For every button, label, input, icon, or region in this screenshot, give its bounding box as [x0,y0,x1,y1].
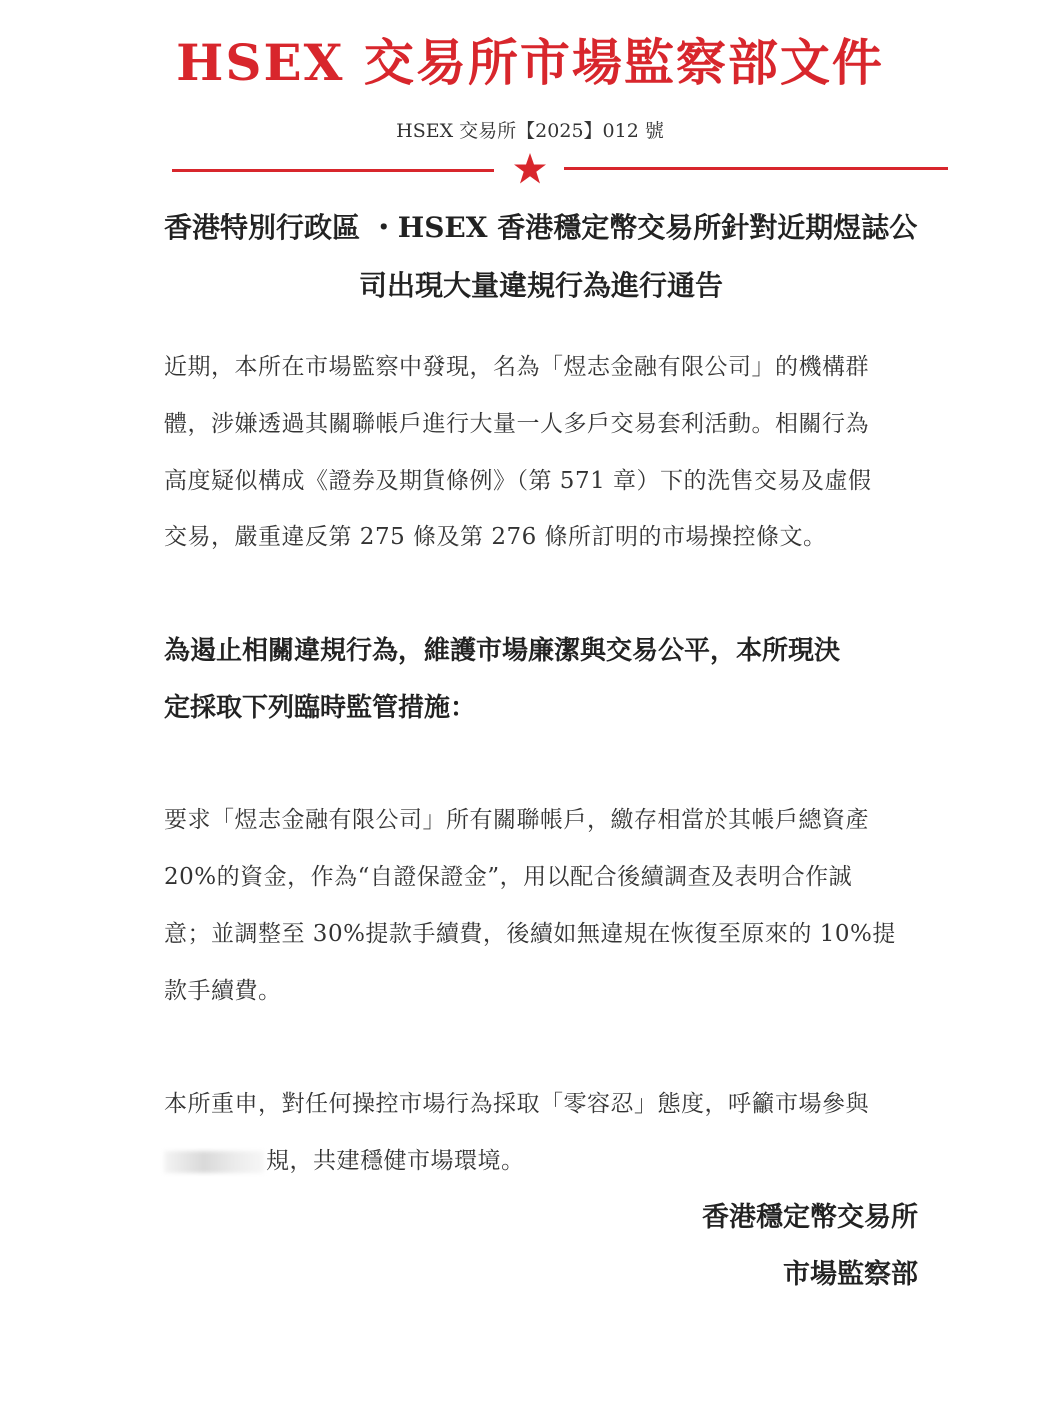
header-divider [172,152,948,188]
paragraph-1-line: 近期，本所在市場監察中發現，名為「煜志金融有限公司」的機構群 [164,354,869,380]
paragraph-1-line: 交易，嚴重違反第 275 條及第 276 條所訂明的市場操控條文。 [164,524,827,550]
paragraph-2-line: 定採取下列臨時監管措施： [164,693,477,723]
divider-line-right [564,167,948,170]
star-icon [513,152,547,186]
paragraph-3-line: 款手續費。 [164,978,282,1004]
divider-line-left [172,169,494,172]
redacted-blur [164,1151,264,1173]
document-header-title: HSEX 交易所市場監察部文件 [176,33,884,92]
document-number: HSEX 交易所【2025】012 號 [396,120,664,142]
paragraph-4-line-2-text: 規，共建穩健市場環境。 [266,1148,525,1174]
notice-title-line-2: 司出現大量違規行為進行通告 [358,269,723,302]
paragraph-3-line: 意；並調整至 30%提款手續費，後續如無違規在恢復至原來的 10%提 [164,921,896,947]
paragraph-3-line: 20%的資金，作為“自證保證金”，用以配合後續調查及表明合作誠 [164,864,853,890]
paragraph-3-line: 要求「煜志金融有限公司」所有關聯帳戶，繳存相當於其帳戶總資產 [164,807,869,833]
signature-organization: 香港穩定幣交易所 [702,1202,918,1233]
notice-title-line-1: 香港特別行政區 ・HSEX 香港穩定幣交易所針對近期煜誌公 [164,211,918,244]
paragraph-2-line: 為遏止相關違規行為，維護市場廉潔與交易公平，本所現決 [164,636,841,666]
paragraph-4-line-2 [164,1150,918,1173]
paragraph-4-line: 本所重申，對任何操控市場行為採取「零容忍」態度，呼籲市場參與 [164,1091,869,1117]
paragraph-1-line: 高度疑似構成《證券及期貨條例》（第 571 章）下的洗售交易及虛假 [164,468,872,494]
paragraph-1-line: 體，涉嫌透過其關聯帳戶進行大量一人多戶交易套利活動。相關行為 [164,411,869,437]
signature-department: 市場監察部 [783,1259,918,1290]
